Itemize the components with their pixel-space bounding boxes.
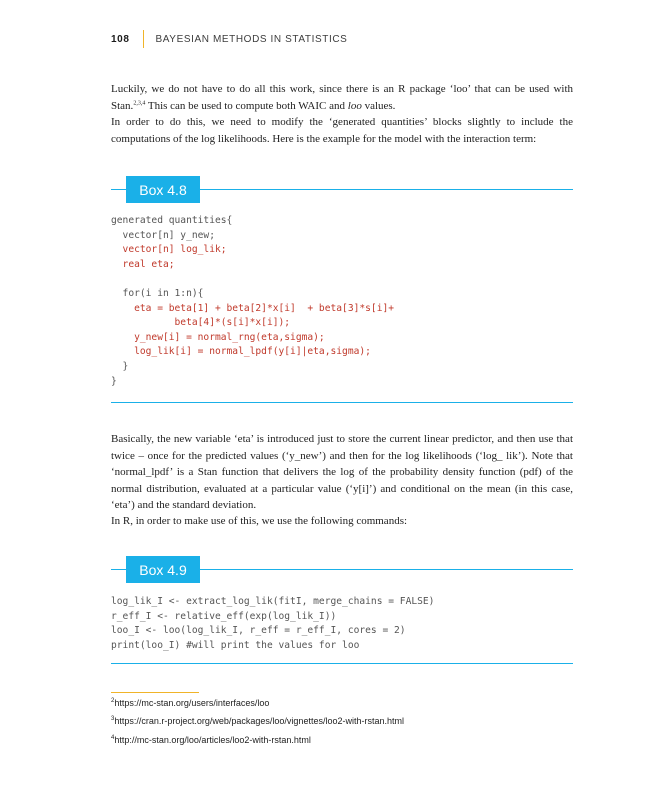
code-line: real eta; [111,258,175,270]
footnote-2: $^2$https://mc-stan.org/users/interfaces/loo [111,698,270,708]
footnote-4: $^4$http://mc-stan.org/loo/articles/loo2-with-rstan.html [111,735,311,745]
box-4-8-top-rule-right [200,189,573,190]
paragraph-eta-explanation: Basically, the new variable ‘eta’ is introduced just to store the current linear predictor, and then use that twice – once for the predicted values (‘y_new’) and then for the log likelihoods (‘log_ lik’). Note that ‘normal_lpdf’ is a Stan function that delivers the log of the probability density function (pdf) of the normal distribution, evaluated at a particular value (‘y[i]’) and conditional on the mean (in this case, ‘eta’) and the standard deviation. [111,433,573,512]
box-4-8-label: Box 4.8 [126,176,200,203]
code-line: log_lik_I <- extract_log_lik(fitI, merge_chains = FALSE) [111,596,435,607]
code-line: log_lik[i] = normal_lpdf(y[i]|eta,sigma); [111,346,371,358]
footnote-divider [111,692,199,693]
paragraph-r-commands: In R, in order to make use of this, we use the following commands: [111,515,408,527]
box-4-9-label: Box 4.9 [126,556,200,583]
code-line: loo_I <- loo(log_lik_I, r_eff = r_eff_I, cores = 2) [111,625,406,637]
code-line: eta = beta[1] + beta[2]*x[i] + beta[3]*s[i]+ [111,302,395,314]
page-number: 108 [111,33,130,45]
header-divider [143,30,144,48]
paragraph-modify-block: In order to do this, we need to modify the ‘generated quantities’ blocks slightly to include the computations of the log likelihoods. Here is the example for the model with the interaction term: [111,116,573,145]
running-header [111,29,347,49]
footnote-refs: 2,3,4 [133,99,146,106]
running-title: BAYESIAN METHODS IN STATISTICS [155,33,348,45]
emphasis-loo: loo [347,99,362,112]
footnote-3: $^3$https://cran.r-project.org/web/packages/loo/vignettes/loo2-with-rstan.html [111,716,404,726]
code-block-loo-commands [111,595,434,653]
code-line: print(loo_I) #will print the values for loo [111,639,360,651]
box-4-9-top-rule-right [200,569,573,570]
code-line: } [111,360,129,372]
box-4-9-top-rule-left [111,569,126,570]
code-line: beta[4]*(s[i]*x[i]); [111,317,291,329]
code-line: generated quantities{ [111,215,233,226]
code-line: vector[n] log_lik; [111,244,227,256]
code-line: for(i in 1:n){ [111,287,204,299]
code-line: vector[n] y_new; [111,229,215,241]
code-line: y_new[i] = normal_rng(eta,sigma); [111,331,325,343]
box-4-9-bottom-rule [111,663,573,664]
paragraph-loo-intro: Luckily, we do not have to do all this work, since there is an R package ‘loo’ that can be used with Stan.$^{2,3,4}$ This can be used to compute both WAIC and loo values. [111,83,573,112]
code-line: r_eff_I <- relative_eff(exp(log_lik_I)) [111,610,337,622]
code-block-generated-quantities [111,214,394,389]
box-4-8-bottom-rule [111,402,573,403]
code-line: } [111,375,117,387]
box-4-8-top-rule-left [111,189,126,190]
